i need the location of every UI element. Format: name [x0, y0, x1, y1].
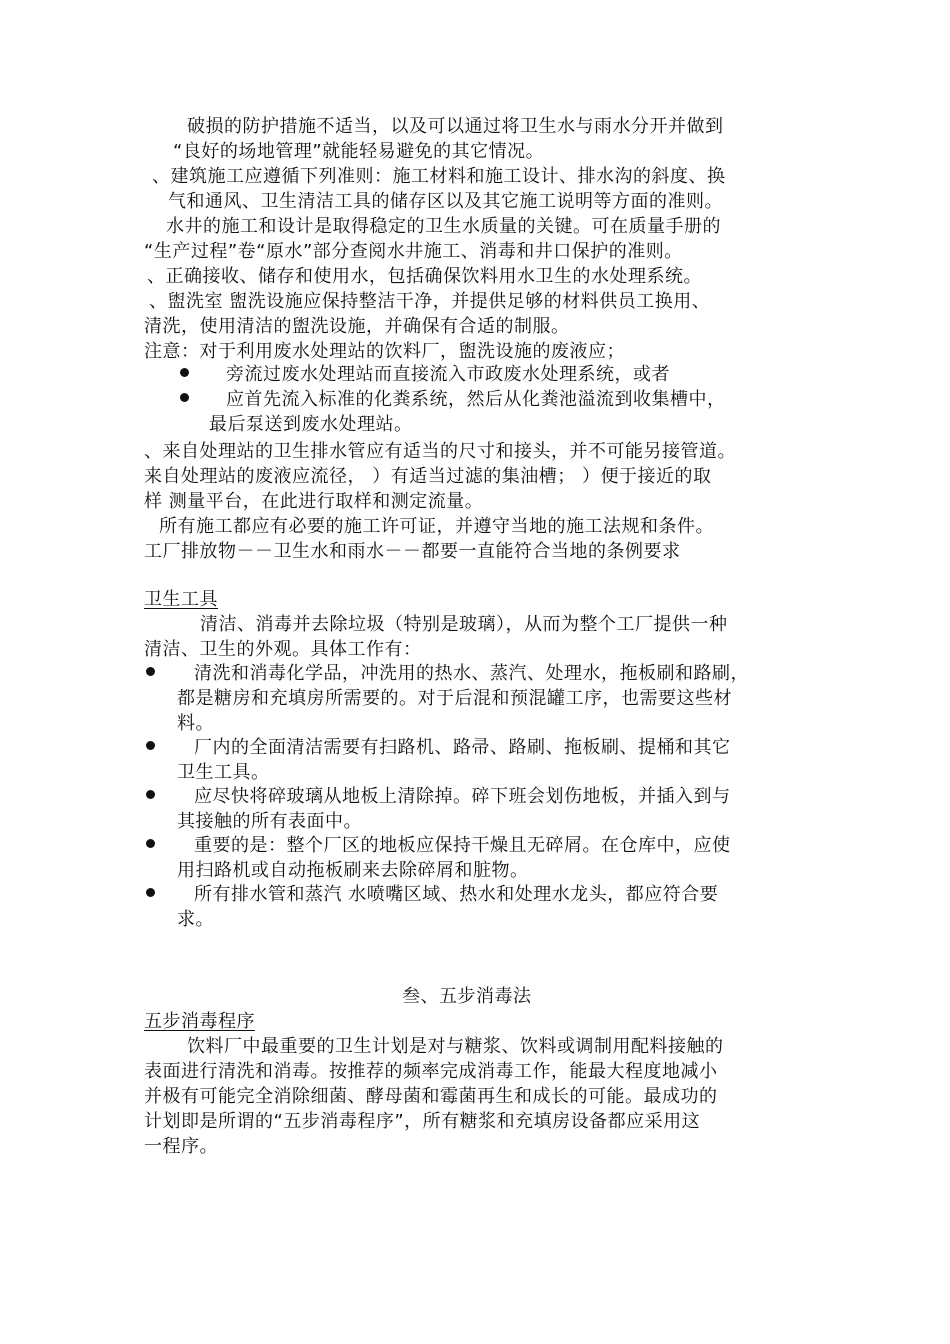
- note-line: 注意：对于利用废水处理站的饮料厂，盥洗设施的废液应；: [144, 341, 625, 362]
- text-line: 清洁、卫生的外观。具体工作有：: [144, 639, 422, 660]
- bullet-icon: [180, 393, 189, 402]
- text-line: 、正确接收、储存和使用水，包括确保饮料用水卫生的水处理系统。: [147, 266, 702, 287]
- text-line: 表面进行清洗和消毒。按推荐的频率完成消毒工作，能最大程度地减小: [144, 1061, 718, 1082]
- text-line: 清洗，使用清洁的盥洗设施，并确保有合适的制服。: [144, 316, 570, 337]
- text-line: 并极有可能完全消除细菌、酵母菌和霉菌再生和成长的可能。最成功的: [144, 1086, 718, 1107]
- text-line: 应尽快将碎玻璃从地板上清除掉。碎下班会划伤地板，并插入到与: [194, 786, 731, 807]
- section-heading: 卫生工具: [144, 589, 218, 610]
- text-line: 清洁、消毒并去除垃圾（特别是玻璃），从而为整个工厂提供一种: [200, 614, 728, 635]
- text-line: 其接触的所有表面中。: [177, 811, 362, 832]
- text-line: 用扫路机或自动拖板刷来去除碎屑和脏物。: [177, 860, 529, 881]
- text-line: “生产过程”卷“原水”部分查阅水井施工、消毒和井口保护的准则。: [144, 241, 683, 262]
- text-line: 都是糖房和充填房所需要的。对于后混和预混罐工序，也需要这些材: [177, 688, 732, 709]
- text-line: 所有施工都应有必要的施工许可证，并遵守当地的施工法规和条件。: [159, 516, 714, 537]
- chapter-title: 叁、五步消毒法: [402, 986, 532, 1007]
- section-heading: 五步消毒程序: [144, 1011, 255, 1032]
- text-line: 、盥洗室 盥洗设施应保持整洁干净，并提供足够的材料供员工换用、: [149, 291, 711, 312]
- bullet-icon: [146, 888, 155, 897]
- text-line: 工厂排放物－－卫生水和雨水－－都要一直能符合当地的条例要求: [144, 541, 681, 562]
- text-line: 旁流过废水处理站而直接流入市政废水处理系统，或者: [226, 364, 670, 385]
- text-line: 计划即是所谓的“五步消毒程序”，所有糖浆和充填房设备都应采用这: [144, 1111, 701, 1132]
- text-line: 一程序。: [144, 1136, 218, 1157]
- bullet-icon: [146, 741, 155, 750]
- text-line: “良好的场地管理”就能轻易避免的其它情况。: [173, 141, 545, 162]
- text-line: 破损的防护措施不适当，以及可以通过将卫生水与雨水分开并做到: [187, 116, 724, 137]
- text-line: 气和通风、卫生清洁工具的储存区以及其它施工说明等方面的准则。: [168, 191, 723, 212]
- text-line: 重要的是：整个厂区的地板应保持干燥且无碎屑。在仓库中，应使: [194, 835, 731, 856]
- bullet-icon: [180, 368, 189, 377]
- text-line: 、建筑施工应遵循下列准则：施工材料和施工设计、排水沟的斜度、换: [152, 166, 726, 187]
- text-line: 清洗和消毒化学品，冲洗用的热水、蒸汽、处理水，拖板刷和路刷，: [194, 663, 749, 684]
- text-line: 应首先流入标准的化粪系统，然后从化粪池溢流到收集槽中，: [226, 389, 726, 410]
- text-line: 求。: [177, 909, 214, 930]
- bullet-icon: [146, 667, 155, 676]
- bullet-icon: [146, 839, 155, 848]
- text-line: 水井的施工和设计是取得稳定的卫生水质量的关键。可在质量手册的: [166, 216, 721, 237]
- text-line: 来自处理站的废液应流径， ）有适当过滤的集油槽； ）便于接近的取: [144, 466, 712, 487]
- text-line: 样 测量平台，在此进行取样和测定流量。: [144, 491, 484, 512]
- bullet-icon: [146, 790, 155, 799]
- text-line: 厂内的全面清洁需要有扫路机、路帚、路刷、拖板刷、提桶和其它: [194, 737, 731, 758]
- text-line: 所有排水管和蒸汽 水喷嘴区域、热水和处理水龙头，都应符合要: [194, 884, 719, 905]
- text-line: 卫生工具。: [177, 762, 270, 783]
- text-line: 、来自处理站的卫生排水管应有适当的尺寸和接头，并不可能另接管道。: [144, 441, 736, 462]
- text-line: 料。: [177, 713, 214, 734]
- text-line: 饮料厂中最重要的卫生计划是对与糖浆、饮料或调制用配料接触的: [187, 1036, 724, 1057]
- text-line: 最后泵送到废水处理站。: [209, 414, 413, 435]
